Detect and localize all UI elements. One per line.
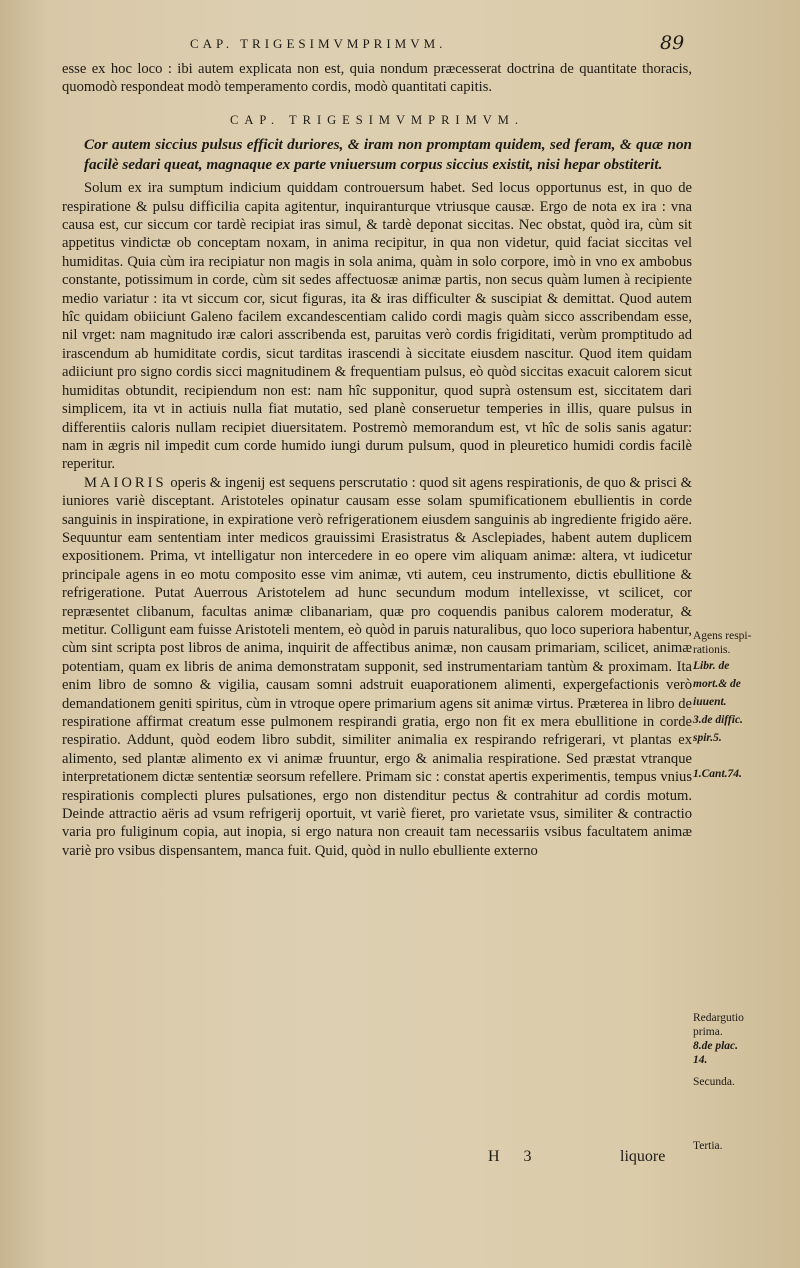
margin-note: 3.de diffic.	[693, 714, 743, 726]
margin-note: 1.Cant.74.	[693, 768, 742, 780]
paragraph-2	[62, 474, 692, 861]
margin-note: Redargutio prima.	[693, 1012, 744, 1038]
paragraph-1: Solum ex ira sumptum indicium quiddam controuersum habet. Sed locus opportunus est, in quo de respiratione & pulsu difficilia capita agitentur, inquiranturque vtriusque causæ. Ergo de nota ex ira : vna causa est, cur siccum cor tardè recipiat iras simul, & tardè deponat siccitas. Nec obstat, quòd ira, cùm sit appetitus vindictæ ob conceptam noxam, in anima recipitur, in qua non videtur, quid faciat siccitas vel humiditas. Quia cùm ira recipiatur non magis in sola anima, quàm in solo corpore, imò in vno ex ambobus constante, potissimum in corde, cùm sit sedes affectuosæ animæ partis, non secus quàm lumen à recipiente medio variatur : ita vt siccum cor, sicut figuras, ita & iras difficulter & suscipiat & demittat. Quod autem hîc quidam obiiciunt Galeno facilem excandescentiam calido cordi magis quàm sicco asscribendam esse, nil vrget: nam magnitudo iræ calori asscribenda est, paruitas verò cordis frigiditati, verùm promptitudo ad irascendum ab humiditate cordis, sicut tarditas irascendi à siccitate eiusdem nascitur. Quod item quidam adiiciunt pro signo cordis sicci magnitudinem & frequentiam pulsus, eò quòd siccitas exacuit calorem sicut humiditas obtundit, recipiendum non est: nam hîc supponitur, quod suprà ostensum est, siccitatem dari simplicem, ita vt in actiuis nulla fiat mutatio, sed planè conseruetur temperies in illis, quare pulsus in differentiis caloris nullam recipiet diuersitatem. Postremò memorandum est, vt hîc de solis sanis agatur: nam in ægris nil impedit cum corde humido iungi durum pulsum, quod in pleuretico humidi cordis facilè reperitur.	[62, 180, 692, 473]
paragraph-2-lead: MAIORIS	[84, 474, 167, 491]
margin-note: spir.5.	[693, 732, 722, 744]
margin-note: 8.de plac. 14.	[693, 1040, 739, 1066]
page-footer	[0, 1148, 800, 1172]
paragraph-2-text: operis & ingenij est sequens perscrutatio : quod sit agens respirationis, de quo & prisci & iuniores variè disceptant. Aristoteles opinatur causam esse solam spumificationem ebullientis in corde sanguinis in inspiratione, in expiratione verò refrigerationem eiusdem sanguinis ab ingrediente frigido aëre. Sequuntur eam sententiam inter medicos grauissimi Erasistratus & Asclepiades, habent autem duplicem expositionem. Prima, vt intelligatur non intercedere in eo opere vim aliquam animæ: altera, vt iudicetur principale agens in eo motu composito esse vim animæ, vti autem, ceu instrumento, dictis ebullitione & refrigeratione. Putat Auerrous Aristotelem ad hunc secundum modum intellexisse, vt scilicet, cor repræsentet clibanum, facultas animæ clibanariam, quæ pro coquendis panibus calorem moderatur, & metitur. Colligunt eam fuisse Aristoteli mentem, eò quòd in paruis naturalibus, quo loco superiora habentur, cùm sint scripta post libros de anima, inquirit de affectibus animæ, non causam primariam, scilicet, animæ potentiam, quam ex libris de anima demonstratam supponit, sed instrumentariam tantùm & proximam. Ita enim libro de somno & vigilia, causam somni adstruit euaporationem alimenti, expergefactionis verò demandationem geniti spiritus, cùm in vtroque opere primarium agens sit animæ virtus. Præterea in libro de respiratione affirmat creatum esse pulmonem respirandi gratia, ergo non fit ex mera ebullitione in corde respiratio. Addunt, quòd eodem libro subdit, similiter animalia ex respirando refrigerari, vt plantas ex alimento, sed plantæ alimento ex vi animæ fruuntur, ergo & animalia respiratione. Sed præstat vtranque interpretationem dictæ sententiæ seorsum refellere. Primam sic : constat apertis experimentis, tempus vnius respirationis complecti plures pulsationes, ergo non distenditur pectus & contrahitur ad cordis motum. Deinde attractio aëris ad vsum refrigerij oportuit, vt variè fieret, pro varietate vsus, similiter & contractio varia pro fuliginum copia, aut inopia, si ergo natura non creauit tam necessariis vsibus facultatem animæ variè pro vsibus dispensantem, manca fuit. Quid, quòd in nullo ebulliente externo	[62, 474, 692, 859]
continuation-text: esse ex hoc loco : ibi autem explicata non est, quia nondum præcesserat doctrina de quantitate thoracis, quomodò respondeat modò temperamento cordis, modò quantitati capitis.	[62, 61, 692, 96]
margin-note: Libr. de	[693, 660, 730, 672]
signature-mark: H 3	[488, 1148, 542, 1165]
running-head: CAP. TRIGESIMVMPRIMVM.	[190, 36, 447, 51]
page-header	[0, 32, 800, 58]
margin-note: mort.& de	[693, 678, 741, 690]
margin-notes	[693, 0, 798, 1268]
margin-note: Tertia.	[693, 1140, 723, 1152]
chapter-summary: Cor autem siccius pulsus efficit duriores, & iram non promptam quidem, sed feram, & quæ non facilè sedari queat, magnaque ex parte vniuersum corpus siccius existit, nisi hepar obstiterit.	[84, 136, 692, 174]
chapter-heading: CAP. TRIGESIMVMPRIMVM.	[230, 112, 524, 127]
page-number: 89	[660, 32, 685, 54]
margin-note: Secunda.	[693, 1076, 735, 1088]
catchword: liquore	[620, 1148, 666, 1165]
main-text	[62, 60, 692, 860]
margin-note: Agens respi- rationis.	[693, 630, 752, 656]
margin-note: iuuent.	[693, 696, 727, 708]
